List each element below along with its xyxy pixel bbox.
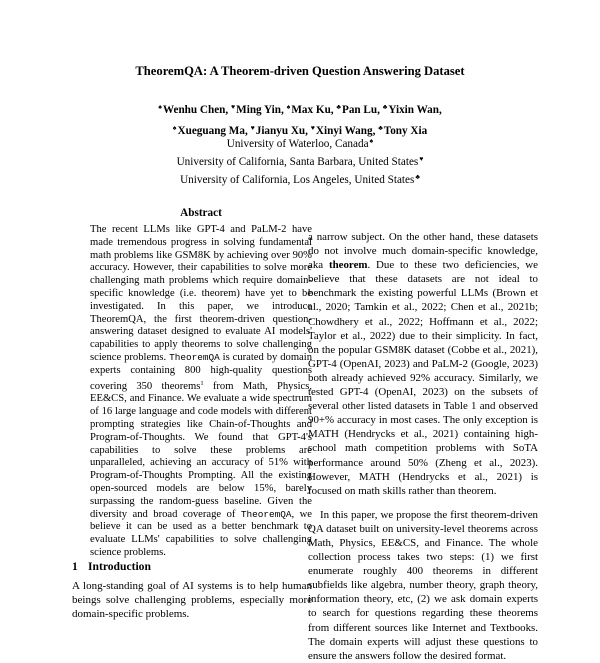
section-title: Introduction <box>88 560 151 573</box>
abstract-heading: Abstract <box>180 207 222 219</box>
club-symbol: ♣ <box>378 124 383 132</box>
heart-symbol: ♥ <box>250 124 255 132</box>
emphasis-theorem: theorem <box>328 259 368 272</box>
section-number: 1 <box>72 560 78 573</box>
club-symbol: ♣ <box>415 173 420 181</box>
affiliation-list <box>0 134 600 188</box>
affiliation: University of Waterloo, Canada♠ <box>226 137 374 150</box>
paragraph: a narrow subject. On the other hand, these datasets do not involve much domain-specific knowledge, aka theorem. Due to these two deficiencies, we believe that these datasets are not ideal to benchmark the existing powerful LLMs (Brown et al., 2020; Tamkin et al., 2022; Chen et al., 2021b; Chowdhery et al., 2022; Hoffmann et al., 2022; Taylor et al., 2022) due to their simplicity. In fact, on the popular GSM8K dataset (Cobbe et al., 2021), GPT-4 (OpenAI, 2023) and PaLM-2 (Google, 2023) both already achieved 92% accuracy. Similarly, we tested GPT-4 (OpenAI, 2023) on the subsets of several other listed datasets in Table 1 and observed 90+% accuracy in most cases. The only exception is MATH (Hendrycks et al., 2021) containing high-school math competition problems with SoTA performance around 50% (Zheng et al., 2023). However, MATH (Hendrycks et al., 2021) is focused on math skills rather than theorem. <box>308 231 539 497</box>
affiliation: University of California, Los Angeles, United States♣ <box>180 173 420 186</box>
spade-symbol: ♠ <box>286 103 291 111</box>
section-heading-introduction <box>72 560 312 573</box>
heart-symbol: ♥ <box>310 124 315 132</box>
footnote-marker: 1 <box>200 379 204 387</box>
paragraph: In this paper, we propose the first theorem-driven QA dataset built on university-level theorems across Math, Physics, EE&CS, and Finance. The whole collection process takes two steps: (1) we first enumerate roughly 400 theorems in different subfields like algebra, number theory, graph theory, information theory, etc, (2) we ask domain experts to search for questions regarding these theorems from different sources like Internet and Textbooks. The domain experts will adjust these questions to ensure the answers follow the desired format. <box>308 508 538 662</box>
author: ♣Yixin Wan, <box>382 103 442 116</box>
club-symbol: ♣ <box>336 103 341 111</box>
heart-symbol: ♥ <box>231 103 236 111</box>
author: ♥Xinyi Wang, <box>310 124 376 137</box>
author: ♣Tony Xia <box>378 124 428 137</box>
author: ♠Max Ku, <box>286 103 334 116</box>
right-column-text <box>308 230 539 662</box>
author: ♠Wenhu Chen, <box>158 103 229 116</box>
author: ♣Pan Lu, <box>336 103 380 116</box>
heart-symbol: ♥ <box>419 155 424 163</box>
dataset-name-code: TheoremQA <box>169 351 220 363</box>
author: ♠Xueguang Ma, <box>172 124 248 137</box>
dataset-name-code: TheoremQA <box>240 508 292 520</box>
affiliation: University of California, Santa Barbara, United States♥ <box>176 155 424 168</box>
introduction-text: A long-standing goal of AI systems is to help human beings solve challenging problems, especially more domain-specific problems. <box>72 580 312 620</box>
spade-symbol: ♠ <box>158 103 162 111</box>
club-symbol: ♣ <box>382 103 388 111</box>
spade-symbol: ♠ <box>369 137 374 145</box>
abstract-text: The recent LLMs like GPT-4 and PaLM-2 have made tremendous progress in solving fundamental math problems like GSM8K by achieving over 90% accuracy. However, their capabilities to solve more challenging math problems which require domain-specific knowledge (i.e. theorem) have yet to be investigated. In this paper, we introduce TheoremQA, the first theorem-driven question-answering dataset designed to evaluate AI models' capabilities to apply theorems to solve challenging science problems. TheoremQA is curated by domain experts containing 800 high-quality questions covering 350 theorems$^1$ from Math, Physics, EE&CS, and Finance. We evaluate a wide spectrum of 16 large language and code models with different prompting strategies like Chain-of-Thoughts and Program-of-Thoughts. We found that GPT-4's capabilities to solve these problems are unparalleled, achieving an accuracy of 51% with Program-of-Thoughts Prompting. All the existing open-sourced models are below 15%, barely surpassing the random-guess baseline. Given the diversity and broad coverage of TheoremQA, we believe it can be used as a better benchmark to evaluate LLMs' capabilities to solve challenging science problems. <box>90 224 312 558</box>
author: ♥Jianyu Xu, <box>250 124 308 137</box>
paper-title: TheoremQA: A Theorem-driven Question Answering Dataset <box>135 64 465 78</box>
author: ♥Ming Yin, <box>231 103 284 116</box>
spade-symbol: ♠ <box>172 124 177 132</box>
author-line-1 <box>0 98 600 119</box>
